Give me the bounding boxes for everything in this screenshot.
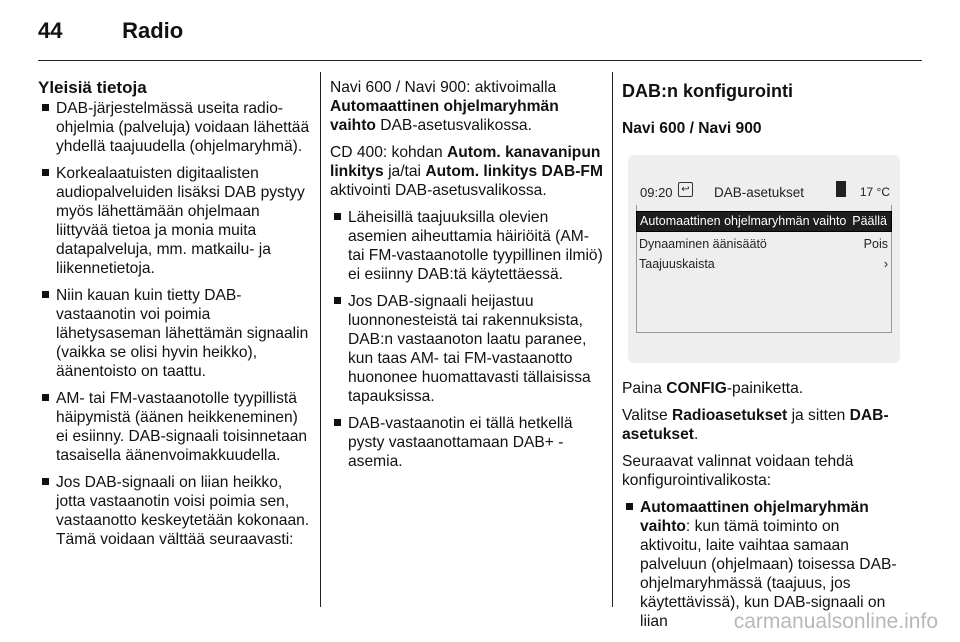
page-header [38,18,183,44]
general-info-heading: Yleisiä tietoja [38,78,147,97]
column-reception-notes [330,78,604,479]
menu-item-dynamic-audio[interactable]: Dynaaminen äänisäätö Pois [639,237,888,251]
cd400-paragraph: CD 400: kohdan Autom. kanavanipun linkitys ja/tai Autom. linkitys DAB-FM aktivointi DAB-asetusvalikossa. [330,144,603,199]
column-divider-2 [612,72,613,607]
list-item: Jos DAB-signaali on liian heikko, jotta vastaanotin voisi poimia sen, vastaanotto keskeytetään kokonaan. Tämä voidaan välttää seuraavasti: [38,473,310,549]
bullet-icon [626,503,633,510]
bullet-icon [334,419,341,426]
general-info-list [38,99,310,549]
column-divider-1 [320,72,321,607]
dab-settings-screen [628,155,900,363]
page-number: 44 [38,18,63,43]
screen-title: DAB-asetukset [714,185,805,200]
list-item: AM- tai FM-vastaanotolle tyypillistä häipymistä (äänen heikkeneminen) ei esiinny. DAB-signaali toisinnetaan tasaisella äänenvoimakkuudella. [38,389,310,465]
list-item: Niin kauan kuin tietty DAB-vastaanotin voi poimia lähetysaseman lähettämän signaalin (vaikka se olisi hyvin heikko), äänentoisto on taattu. [38,286,310,381]
navi-subheading: Navi 600 / Navi 900 [622,120,762,137]
bullet-icon [42,104,49,111]
list-item: Automaattinen ohjelmaryhmän vaihto: kun tämä toiminto on aktivoitu, laite vaihtaa samaan palveluun (ohjelmaan) toisessa DAB-ohjelmaryhmässä (taajuus, jos käytettävissä), kun DAB-signaali on liian [622,498,904,631]
bullet-icon [334,213,341,220]
list-item: Jos DAB-signaali heijastuu luonnonesteistä tai rakennuksista, DAB:n vastaanoton laatu paranee, kun taas AM- tai FM-vastaanotto huononee huomattavasti tällaisissa tapauksissa. [330,292,604,406]
screen-status-bar [640,181,890,201]
clock: 09:20 [640,185,673,200]
section-title: Radio [122,18,184,43]
bullet-icon [334,297,341,304]
column-general-info [38,78,310,557]
header-rule [38,60,922,61]
menu-item-auto-ensemble[interactable]: Automaattinen ohjelmaryhmän vaihto Päällä [636,211,892,232]
list-item: DAB-järjestelmässä useita radio-ohjelmia (palveluja) voidaan lähettää yhdellä taajuudella (ohjelmaryhmä). [38,99,310,156]
battery-icon [836,181,846,197]
chevron-right-icon: › [883,257,888,271]
menu-item-band[interactable]: Taajuuskaista › [636,255,892,274]
return-icon[interactable]: ↩ [678,182,693,197]
options-intro-paragraph: Seuraavat valinnat voidaan tehdä konfigurointivalikosta: [622,453,854,489]
reception-list [330,208,604,471]
select-settings-paragraph: Valitse Radioasetukset ja sitten DAB-asetukset. [622,407,889,443]
bullet-icon [42,291,49,298]
watermark: carmanualsonline.info [733,610,938,633]
dab-config-heading: DAB:n konfigurointi [622,81,793,101]
bullet-icon [42,394,49,401]
bullet-icon [42,478,49,485]
list-item: Läheisillä taajuuksilla olevien asemien aiheuttamia häiriöitä (AM- tai FM-vastaanotolle tyypillinen ilmiö) ei esiinny DAB:tä käytettäessä. [330,208,604,284]
navi-paragraph: Navi 600 / Navi 900: aktivoimalla Automaattinen ohjelmaryhmän vaihto DAB-asetusvalikossa. [330,79,559,134]
list-item: Korkealaatuisten digitaalisten audiopalveluiden lisäksi DAB pystyy myös lähettämään ohjelmaan liittyvää tietoa ja monia muita datapalveluja, mm. matkailu- ja liikennetietoja. [38,164,310,278]
temperature: 17 °C [859,185,890,199]
press-config-paragraph: Paina CONFIG-painiketta. [622,380,804,397]
column-dab-config [622,78,904,639]
bullet-icon [42,169,49,176]
list-item: DAB-vastaanotin ei tällä hetkellä pysty vastaanottamaan DAB+ -asemia. [330,414,604,471]
